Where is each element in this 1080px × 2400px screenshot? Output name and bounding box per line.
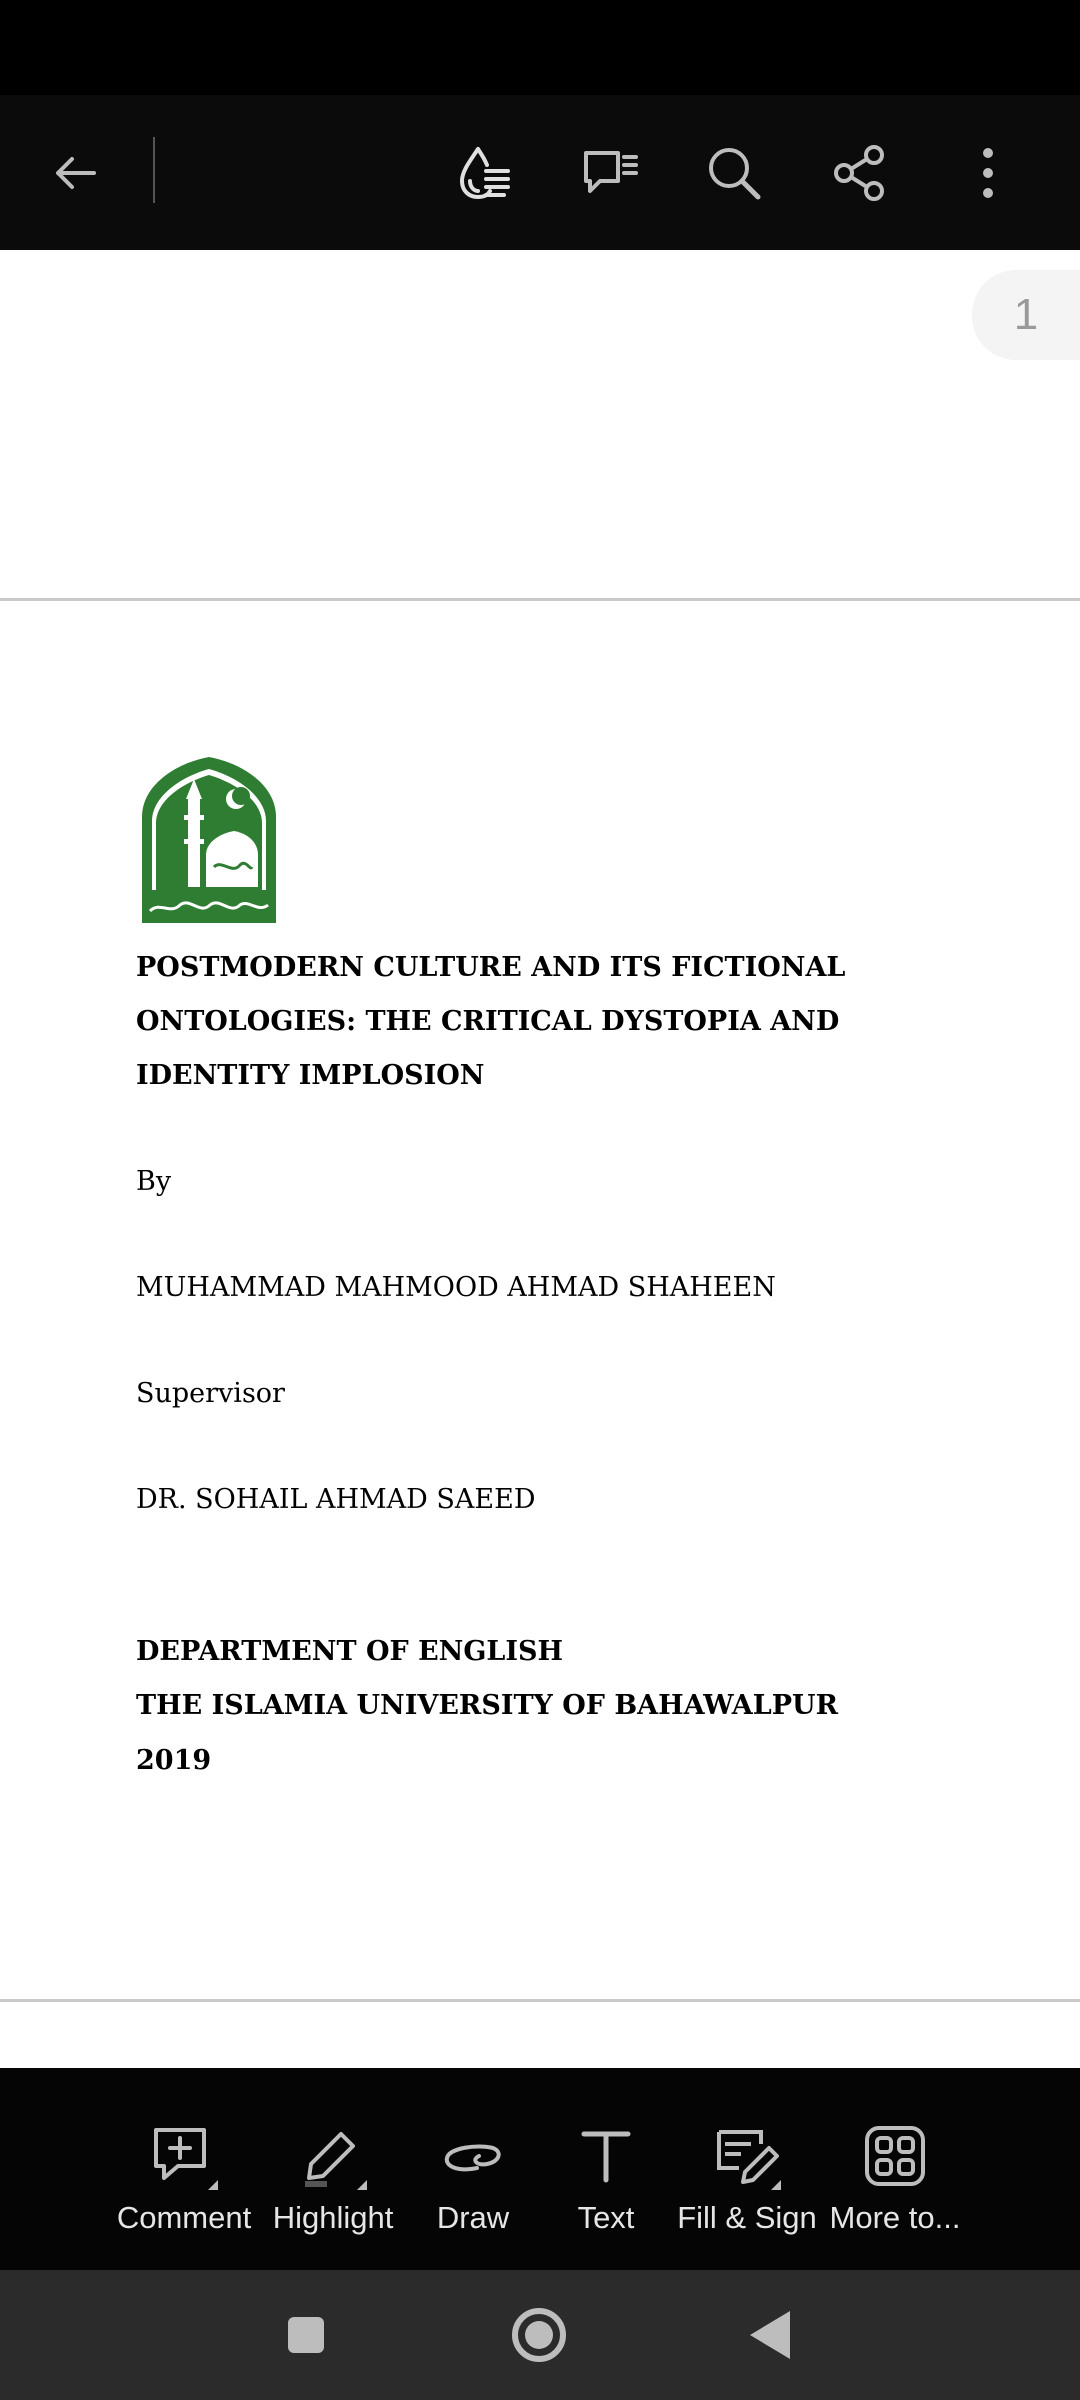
draw-tool-button[interactable] bbox=[398, 2068, 548, 2270]
university-name: THE ISLAMIA UNIVERSITY OF BAHAWALPUR bbox=[136, 1690, 839, 1721]
more-tools-icon bbox=[859, 2120, 931, 2192]
toolbar-divider bbox=[153, 137, 155, 203]
draw-icon bbox=[437, 2120, 509, 2192]
status-bar bbox=[0, 0, 1080, 95]
highlight-tool-button[interactable] bbox=[258, 2068, 408, 2270]
page-number-badge[interactable]: 1 bbox=[972, 270, 1080, 360]
university-logo bbox=[136, 755, 282, 923]
document-viewer[interactable] bbox=[0, 250, 1080, 2068]
back-arrow-icon[interactable] bbox=[28, 125, 124, 221]
liquid-mode-icon[interactable] bbox=[436, 125, 532, 221]
more-tools-button[interactable] bbox=[820, 2068, 970, 2270]
comment-tool-button[interactable] bbox=[109, 2068, 259, 2270]
bottom-toolbar bbox=[0, 2068, 1080, 2270]
thesis-title-line-1: POSTMODERN CULTURE AND ITS FICTIONAL bbox=[136, 952, 846, 983]
more-tools-label: More to... bbox=[829, 2200, 961, 2235]
by-label: By bbox=[136, 1166, 172, 1197]
fill-sign-icon bbox=[711, 2120, 783, 2192]
more-vertical-icon[interactable] bbox=[940, 125, 1036, 221]
system-nav-bar bbox=[0, 2270, 1080, 2400]
page-separator bbox=[0, 1999, 1080, 2002]
top-toolbar bbox=[0, 95, 1080, 250]
comment-add-icon bbox=[148, 2120, 220, 2192]
thesis-title-line-3: IDENTITY IMPLOSION bbox=[136, 1060, 485, 1091]
supervisor-name: DR. SOHAIL AHMAD SAEED bbox=[136, 1484, 536, 1515]
supervisor-label: Supervisor bbox=[136, 1378, 285, 1409]
highlighter-icon bbox=[297, 2120, 369, 2192]
fill-sign-tool-label: Fill & Sign bbox=[677, 2200, 817, 2235]
text-tool-button[interactable] bbox=[531, 2068, 681, 2270]
page-separator bbox=[0, 598, 1080, 601]
recents-icon[interactable] bbox=[266, 2295, 346, 2375]
fill-sign-tool-button[interactable] bbox=[672, 2068, 822, 2270]
text-tool-label: Text bbox=[577, 2200, 635, 2235]
thesis-title-line-2: ONTOLOGIES: THE CRITICAL DYSTOPIA AND bbox=[136, 1006, 840, 1037]
comment-tool-label: Comment bbox=[116, 2200, 252, 2235]
share-icon[interactable] bbox=[812, 125, 908, 221]
comments-list-icon[interactable] bbox=[562, 125, 658, 221]
home-icon[interactable] bbox=[499, 2295, 579, 2375]
text-icon bbox=[570, 2120, 642, 2192]
author-name: MUHAMMAD MAHMOOD AHMAD SHAHEEN bbox=[136, 1272, 776, 1303]
highlight-tool-label: Highlight bbox=[272, 2200, 394, 2235]
back-icon[interactable] bbox=[732, 2295, 812, 2375]
draw-tool-label: Draw bbox=[436, 2200, 510, 2235]
thesis-year: 2019 bbox=[136, 1745, 212, 1776]
department-name: DEPARTMENT OF ENGLISH bbox=[136, 1636, 564, 1667]
search-icon[interactable] bbox=[686, 125, 782, 221]
